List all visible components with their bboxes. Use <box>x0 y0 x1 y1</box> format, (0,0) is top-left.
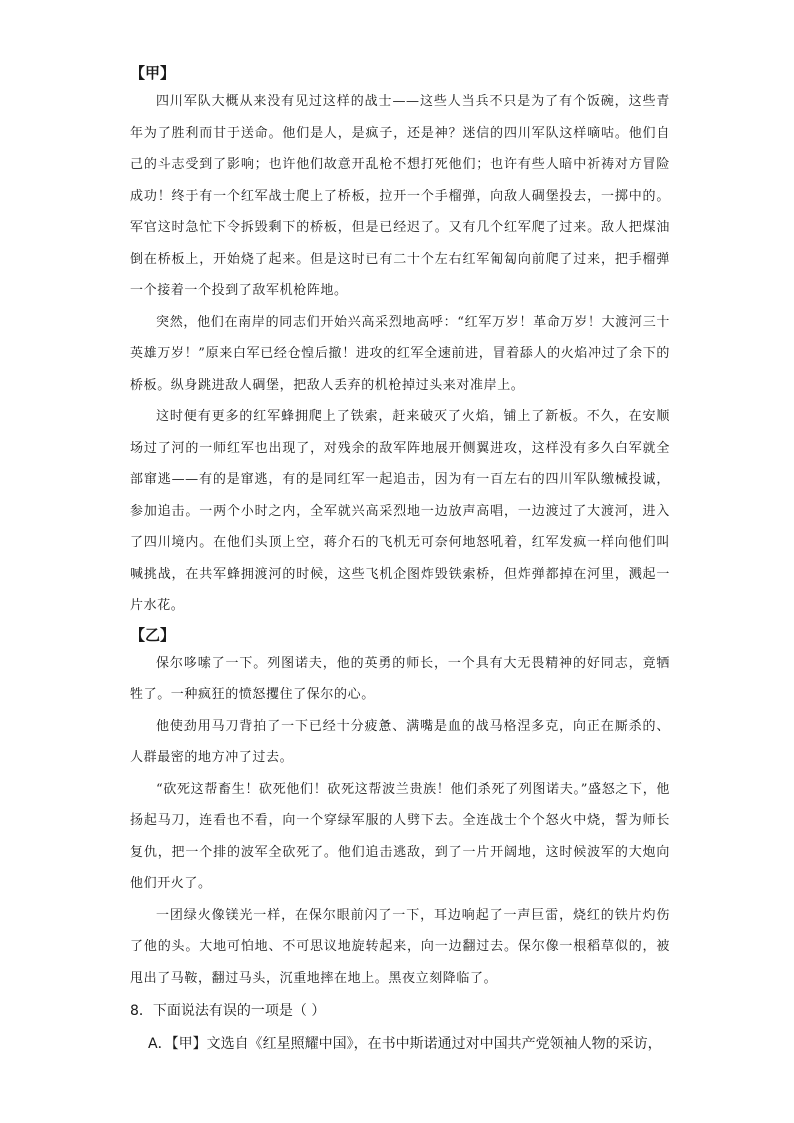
question-8 <box>130 998 690 1024</box>
passage-jia-heading: 【甲】 <box>130 64 176 82</box>
reading-passages <box>130 60 670 994</box>
passage-jia-paragraph-2: 突然，他们在南岸的同志们开始兴高采烈地高呼：“红军万岁！革命万岁！大渡河三十英雄万岁！”原来白军已经仓惶后撤！进攻的红军全速前进，冒着舔人的火焰冲过了余下的桥板。纵身跳进敌人碉堡，把敌人丢弃的机枪掉过头来对准岸上。 <box>130 314 670 393</box>
option-a-label: A． <box>148 1036 172 1052</box>
option-a-text: 【甲】文选自《红星照耀中国》，在书中斯诺通过对中国共产党领袖人物的采访， <box>171 1036 662 1052</box>
question-text: 下面说法有误的一项是（ ） <box>152 1003 326 1019</box>
question-8-option-a <box>148 1031 708 1057</box>
passage-yi-paragraph-2: 他使劲用马刀背拍了一下已经十分疲惫、满嘴是血的战马格涅多克，向正在厮杀的、人群最密的地方冲了过去。 <box>130 718 670 765</box>
passage-yi-paragraph-4: 一团绿火像镁光一样，在保尔眼前闪了一下，耳边响起了一声巨雷，烧红的铁片灼伤了他的头。大地可怕地、不可思议地旋转起来，向一边翻过去。保尔像一根稻草似的，被甩出了马鞍，翻过马头，沉重地摔在地上。黑夜立刻降临了。 <box>130 907 670 986</box>
passage-yi-paragraph-1: 保尔哆嗦了一下。列图诺夫，他的英勇的师长，一个具有大无畏精神的好同志，竟牺牲了。一种疯狂的愤怒攫住了保尔的心。 <box>130 655 670 702</box>
question-number: 8． <box>130 1003 153 1019</box>
passage-yi-heading: 【乙】 <box>130 625 176 644</box>
passage-jia-paragraph-1: 四川军队大概从来没有见过这样的战士——这些人当兵不只是为了有个饭碗，这些青年为了胜利而甘于送命。他们是人，是疯子，还是神？迷信的四川军队这样嘀咕。他们自己的斗志受到了影响；也许他们故意开乱枪不想打死他们；也许有些人暗中祈祷对方冒险成功！终于有一个红军战士爬上了桥板，拉开一个手榴弹，向敌人碉堡投去，一掷中的。军官这时急忙下令拆毁剩下的桥板，但是已经迟了。又有几个红军爬了过来。敌人把煤油倒在桥板上，开始烧了起来。但是这时已有二十个左右红军匍匐向前爬了过来，把手榴弹一个接着一个投到了敌军机枪阵地。 <box>130 94 670 298</box>
passage-jia-paragraph-3: 这时便有更多的红军蜂拥爬上了铁索，赶来破灭了火焰，铺上了新板。不久，在安顺场过了河的一师红军也出现了，对残余的敌军阵地展开侧翼进攻，这样没有多久白军就全部窜逃——有的是窜逃，有的是同红军一起追击，因为有一百左右的四川军队缴械投诚，参加追击。一两个小时之内，全军就兴高采烈地一边放声高唱，一边渡过了大渡河，进入了四川境内。在他们头顶上空，蒋介石的飞机无可奈何地怒吼着，红军发疯一样向他们叫喊挑战，在共军蜂拥渡河的时候，这些飞机企图炸毁铁索桥，但炸弹都掉在河里，溅起一片水花。 <box>130 409 670 613</box>
passage-yi-paragraph-3: “砍死这帮畜生！砍死他们！砍死这帮波兰贵族！他们杀死了列图诺夫。”盛怒之下，他扬起马刀，连看也不看，向一个穿绿军服的人劈下去。全连战士个个怒火中烧，誓为师长复仇，把一个排的波军全砍死了。他们追击逃敌，到了一片开阔地，这时候波军的大炮向他们开火了。 <box>130 781 670 891</box>
